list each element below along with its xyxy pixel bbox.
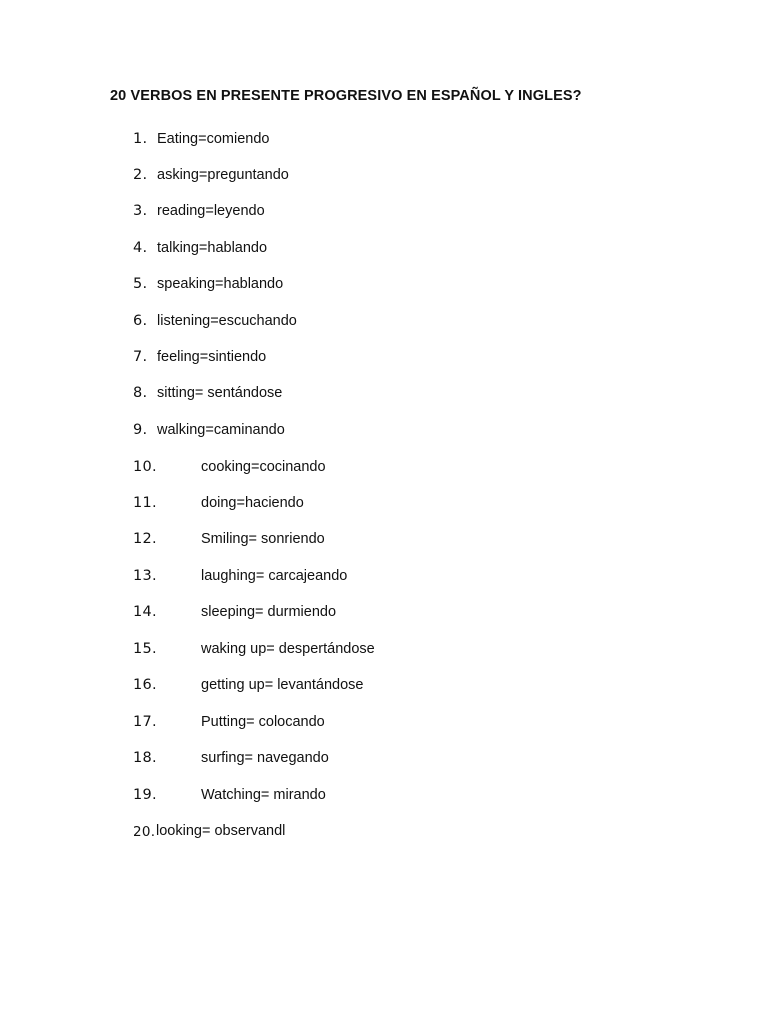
list-text: Eating=comiendo <box>157 131 270 147</box>
list-number: 5. <box>133 276 148 292</box>
document-title: 20 VERBOS EN PRESENTE PROGRESIVO EN ESPAÑOL Y INGLES? <box>110 88 582 104</box>
list-text: surfing= navegando <box>201 750 329 766</box>
list-number: 9. <box>133 422 148 438</box>
list-number: 8. <box>133 385 148 401</box>
list-number: 18. <box>133 750 157 766</box>
list-number: 14. <box>133 604 157 620</box>
list-text: asking=preguntando <box>157 167 289 183</box>
list-text: waking up= despertándose <box>201 641 375 657</box>
list-number: 20. <box>133 824 156 840</box>
list-number: 4. <box>133 240 148 256</box>
list-text: talking=hablando <box>157 240 268 256</box>
list-number: 1. <box>133 131 148 147</box>
list-number: 2. <box>133 167 148 183</box>
list-text: Smiling= sonriendo <box>201 531 325 547</box>
list-text: sitting= sentándose <box>157 385 283 401</box>
list-number: 15. <box>133 641 157 657</box>
list-text: Watching= mirando <box>201 787 326 803</box>
list-text: laughing= carcajeando <box>201 568 348 584</box>
list-text: reading=leyendo <box>157 203 265 219</box>
list-text: sleeping= durmiendo <box>201 604 337 620</box>
list-number: 19. <box>133 787 157 803</box>
list-text: Putting= colocando <box>201 714 325 730</box>
list-number: 12. <box>133 531 157 547</box>
list-text: listening=escuchando <box>157 313 297 329</box>
list-number: 7. <box>133 349 148 365</box>
list-text: looking= observandl <box>156 823 286 839</box>
list-number: 11. <box>133 495 157 511</box>
list-text: feeling=sintiendo <box>157 349 267 365</box>
list-text: getting up= levantándose <box>201 677 364 693</box>
list-number: 10. <box>133 459 157 475</box>
list-text: cooking=cocinando <box>201 459 326 475</box>
list-number: 17. <box>133 714 157 730</box>
list-text: speaking=hablando <box>157 276 284 292</box>
list-text: doing=haciendo <box>201 495 304 511</box>
list-number: 3. <box>133 203 148 219</box>
list-text: walking=caminando <box>157 422 285 438</box>
list-number: 16. <box>133 677 157 693</box>
list-number: 6. <box>133 313 148 329</box>
list-number: 13. <box>133 568 157 584</box>
